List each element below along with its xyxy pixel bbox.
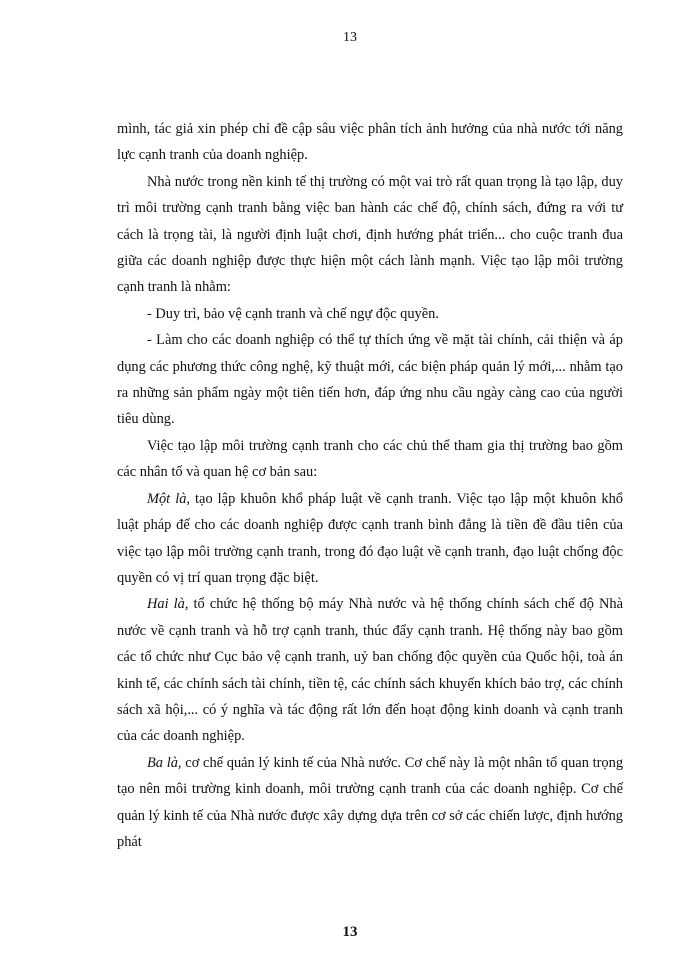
paragraph-continuation (117, 116, 623, 169)
paragraph-text: - Duy trì, bảo vệ cạnh tranh và chế ngự độc quyền. (147, 305, 439, 322)
paragraph-factors-intro (117, 433, 623, 486)
paragraph-text: tạo lập khuôn khổ pháp luật về cạnh tranh. Việc tạo lập một khuôn khổ luật pháp để cho các doanh nghiệp được cạnh tranh bình đẳng là tiền đề đầu tiên của việc tạo lập môi trường cạnh tranh, trong đó đạo luật về cạnh tranh, đạo luật chống độc quyền có vị trí quan trọng đặc biệt. (117, 490, 623, 586)
paragraph-text: cơ chế quản lý kinh tế của Nhà nước. Cơ chế này là một nhân tố quan trọng tạo nên môi trường kinh doanh, môi trường cạnh tranh của các doanh nghiệp. Cơ chế quản lý kinh tế của Nhà nước được xây dựng dựa trên cơ sở các chiến lược, định hướng phát (117, 754, 624, 850)
paragraph-text: Nhà nước trong nền kinh tế thị trường có một vai trò rất quan trọng là tạo lập, duy trì môi trường cạnh tranh bằng việc ban hành các chế độ, chính sách, đứng ra với tư cách là trọng tài, là người định luật chơi, định hướng phát triển... cho cuộc tranh đua giữa các doanh nghiệp được thực hiện một cách lành mạnh. Việc tạo lập môi trường cạnh tranh là nhằm: (117, 173, 623, 296)
paragraph-first-factor (117, 486, 623, 592)
page-number-bottom: 13 (342, 924, 358, 940)
paragraph-state-role (117, 169, 623, 301)
paragraph-lead: Ba là, (147, 754, 182, 771)
bullet-maintain-competition (117, 301, 623, 327)
paragraph-second-factor (117, 591, 623, 749)
paragraph-text: Việc tạo lập môi trường cạnh tranh cho các chủ thể tham gia thị trường bao gồm các nhân tố và quan hệ cơ bản sau: (117, 437, 623, 481)
document-body (117, 116, 623, 855)
paragraph-text: - Làm cho các doanh nghiệp có thể tự thích ứng về mặt tài chính, cải thiện và áp dụng các phương thức công nghệ, kỹ thuật mới, các biện pháp quản lý mới,... nhằm tạo ra những sản phẩm ngày một tiên tiến hơn, đáp ứng nhu cầu ngày càng cao của người tiêu dùng. (117, 332, 623, 428)
paragraph-lead: Hai là, (147, 596, 189, 613)
paragraph-lead: Một là, (147, 490, 191, 507)
paragraph-third-factor (117, 750, 623, 856)
paragraph-text: mình, tác giả xin phép chỉ đề cập sâu việc phân tích ảnh hưởng của nhà nước tới năng lực cạnh tranh của doanh nghiệp. (117, 121, 623, 164)
page-number-top: 13 (343, 30, 357, 45)
bullet-enterprise-adaptation (117, 327, 623, 433)
paragraph-text: tổ chức hệ thống bộ máy Nhà nước và hệ thống chính sách chế độ Nhà nước về cạnh tranh và hỗ trợ cạnh tranh, thúc đẩy cạnh tranh. Hệ thống này bao gồm các tổ chức như Cục bảo vệ cạnh tranh, uỷ ban chống độc quyền của Quốc hội, toà án kinh tế, các chính sách tài chính, tiền tệ, các chính sách khuyến khích bảo trợ, các chính sách xã hội,... có ý nghĩa và tác động rất lớn đến hoạt động kinh doanh và cạnh tranh của các doanh nghiệp. (117, 596, 624, 745)
